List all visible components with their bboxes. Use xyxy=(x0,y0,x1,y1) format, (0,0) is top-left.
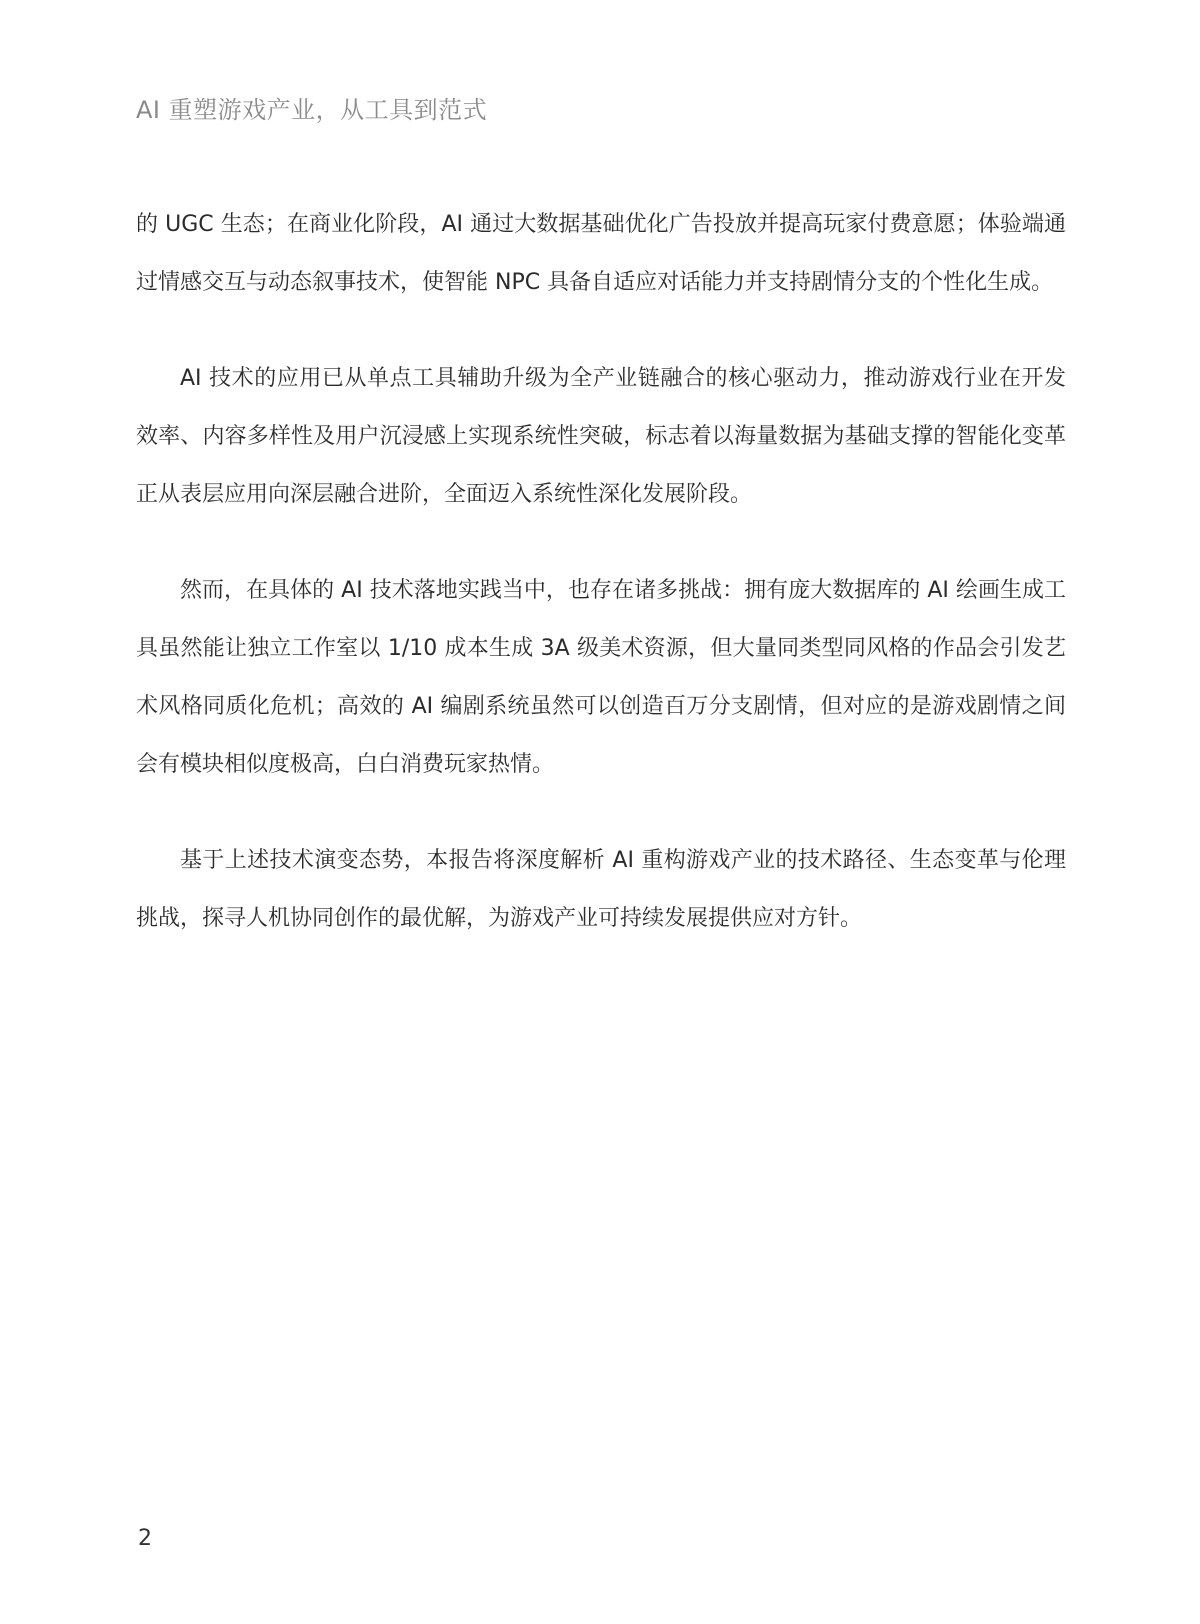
body-text xyxy=(136,196,1066,986)
paragraph-challenges: 然而，在具体的 AI 技术落地实践当中，也存在诸多挑战：拥有庞大数据库的 AI 绘画生成工具虽然能让独立工作室以 1/10 成本生成 3A 级美术资源，但大量同类型同风格的作品会引发艺术风格同质化危机；高效的 AI 编剧系统虽然可以创造百万分支剧情，但对应的是游戏剧情之间会有模块相似度极高，白白消费玩家热情。 xyxy=(136,578,1066,777)
page-number: 2 xyxy=(138,1526,152,1551)
paragraph-report-scope: 基于上述技术演变态势，本报告将深度解析 AI 重构游戏产业的技术路径、生态变革与伦理挑战，探寻人机协同创作的最优解，为游戏产业可持续发展提供应对方针。 xyxy=(136,848,1066,931)
paragraph-ai-driving-force: AI 技术的应用已从单点工具辅助升级为全产业链融合的核心驱动力，推动游戏行业在开发效率、内容多样性及用户沉浸感上实现系统性突破，标志着以海量数据为基础支撑的智能化变革正从表层应用向深层融合进阶，全面迈入系统性深化发展阶段。 xyxy=(136,366,1066,507)
paragraph-continued: 的 UGC 生态；在商业化阶段，AI 通过大数据基础优化广告投放并提高玩家付费意愿；体验端通过情感交互与动态叙事技术，使智能 NPC 具备自适应对话能力并支持剧情分支的个性化生成。 xyxy=(136,212,1066,295)
running-header-title: AI 重塑游戏产业，从工具到范式 xyxy=(136,96,488,124)
